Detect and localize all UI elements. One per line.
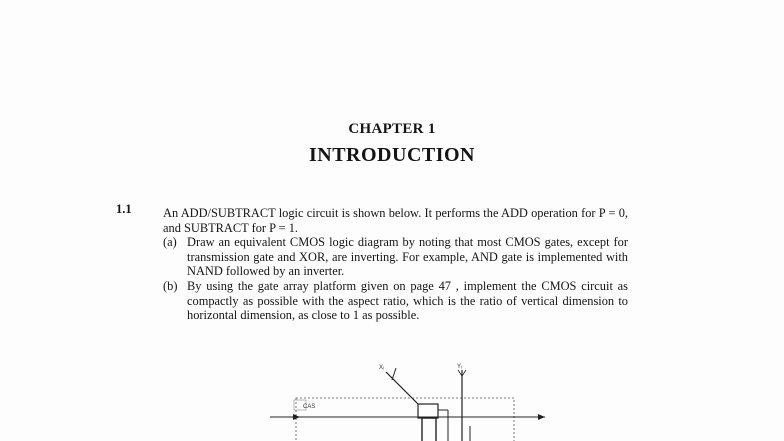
x-input-tick: [392, 368, 396, 380]
circuit-diagram-drawing: [270, 360, 550, 441]
arrow-head: [538, 414, 545, 420]
problem-item-b: [163, 279, 628, 323]
cas-label: CAS: [303, 404, 316, 410]
gate-block-lower: [422, 418, 436, 441]
cell-boundary: [296, 398, 514, 441]
item-text: Draw an equivalent CMOS logic diagram by noting that most CMOS gates, except for transmission gate and XOR, are inverting. For example, AND gate is implemented with NAND followed by an inverter.: [187, 235, 628, 279]
item-marker: (b): [163, 278, 178, 293]
x-input-line: [386, 372, 418, 404]
circuit-diagram: [270, 360, 550, 441]
chapter-label: CHAPTER 1: [348, 121, 436, 137]
y-input-label: Yᵢ: [457, 364, 462, 370]
problem-item-a: [163, 235, 628, 279]
item-marker: (a): [163, 235, 177, 250]
chapter-title: INTRODUCTION: [308, 144, 476, 166]
problem-body: [163, 206, 628, 323]
y-input-tick: [462, 370, 466, 376]
gate-block: [418, 404, 438, 418]
arrow-head: [293, 414, 300, 420]
problem-intro: An ADD/SUBTRACT logic circuit is shown below. It performs the ADD operation for P = 0, and SUBTRACT for P = 1.: [163, 206, 628, 235]
problem-number: 1.1: [116, 202, 132, 216]
item-text: By using the gate array platform given on page 47 , implement the CMOS circuit as compactly as possible with the aspect ratio, which is the ratio of vertical dimension to horizontal dimension, as close to 1 as possible.: [187, 278, 628, 323]
x-input-label: Xᵢ: [379, 365, 384, 371]
